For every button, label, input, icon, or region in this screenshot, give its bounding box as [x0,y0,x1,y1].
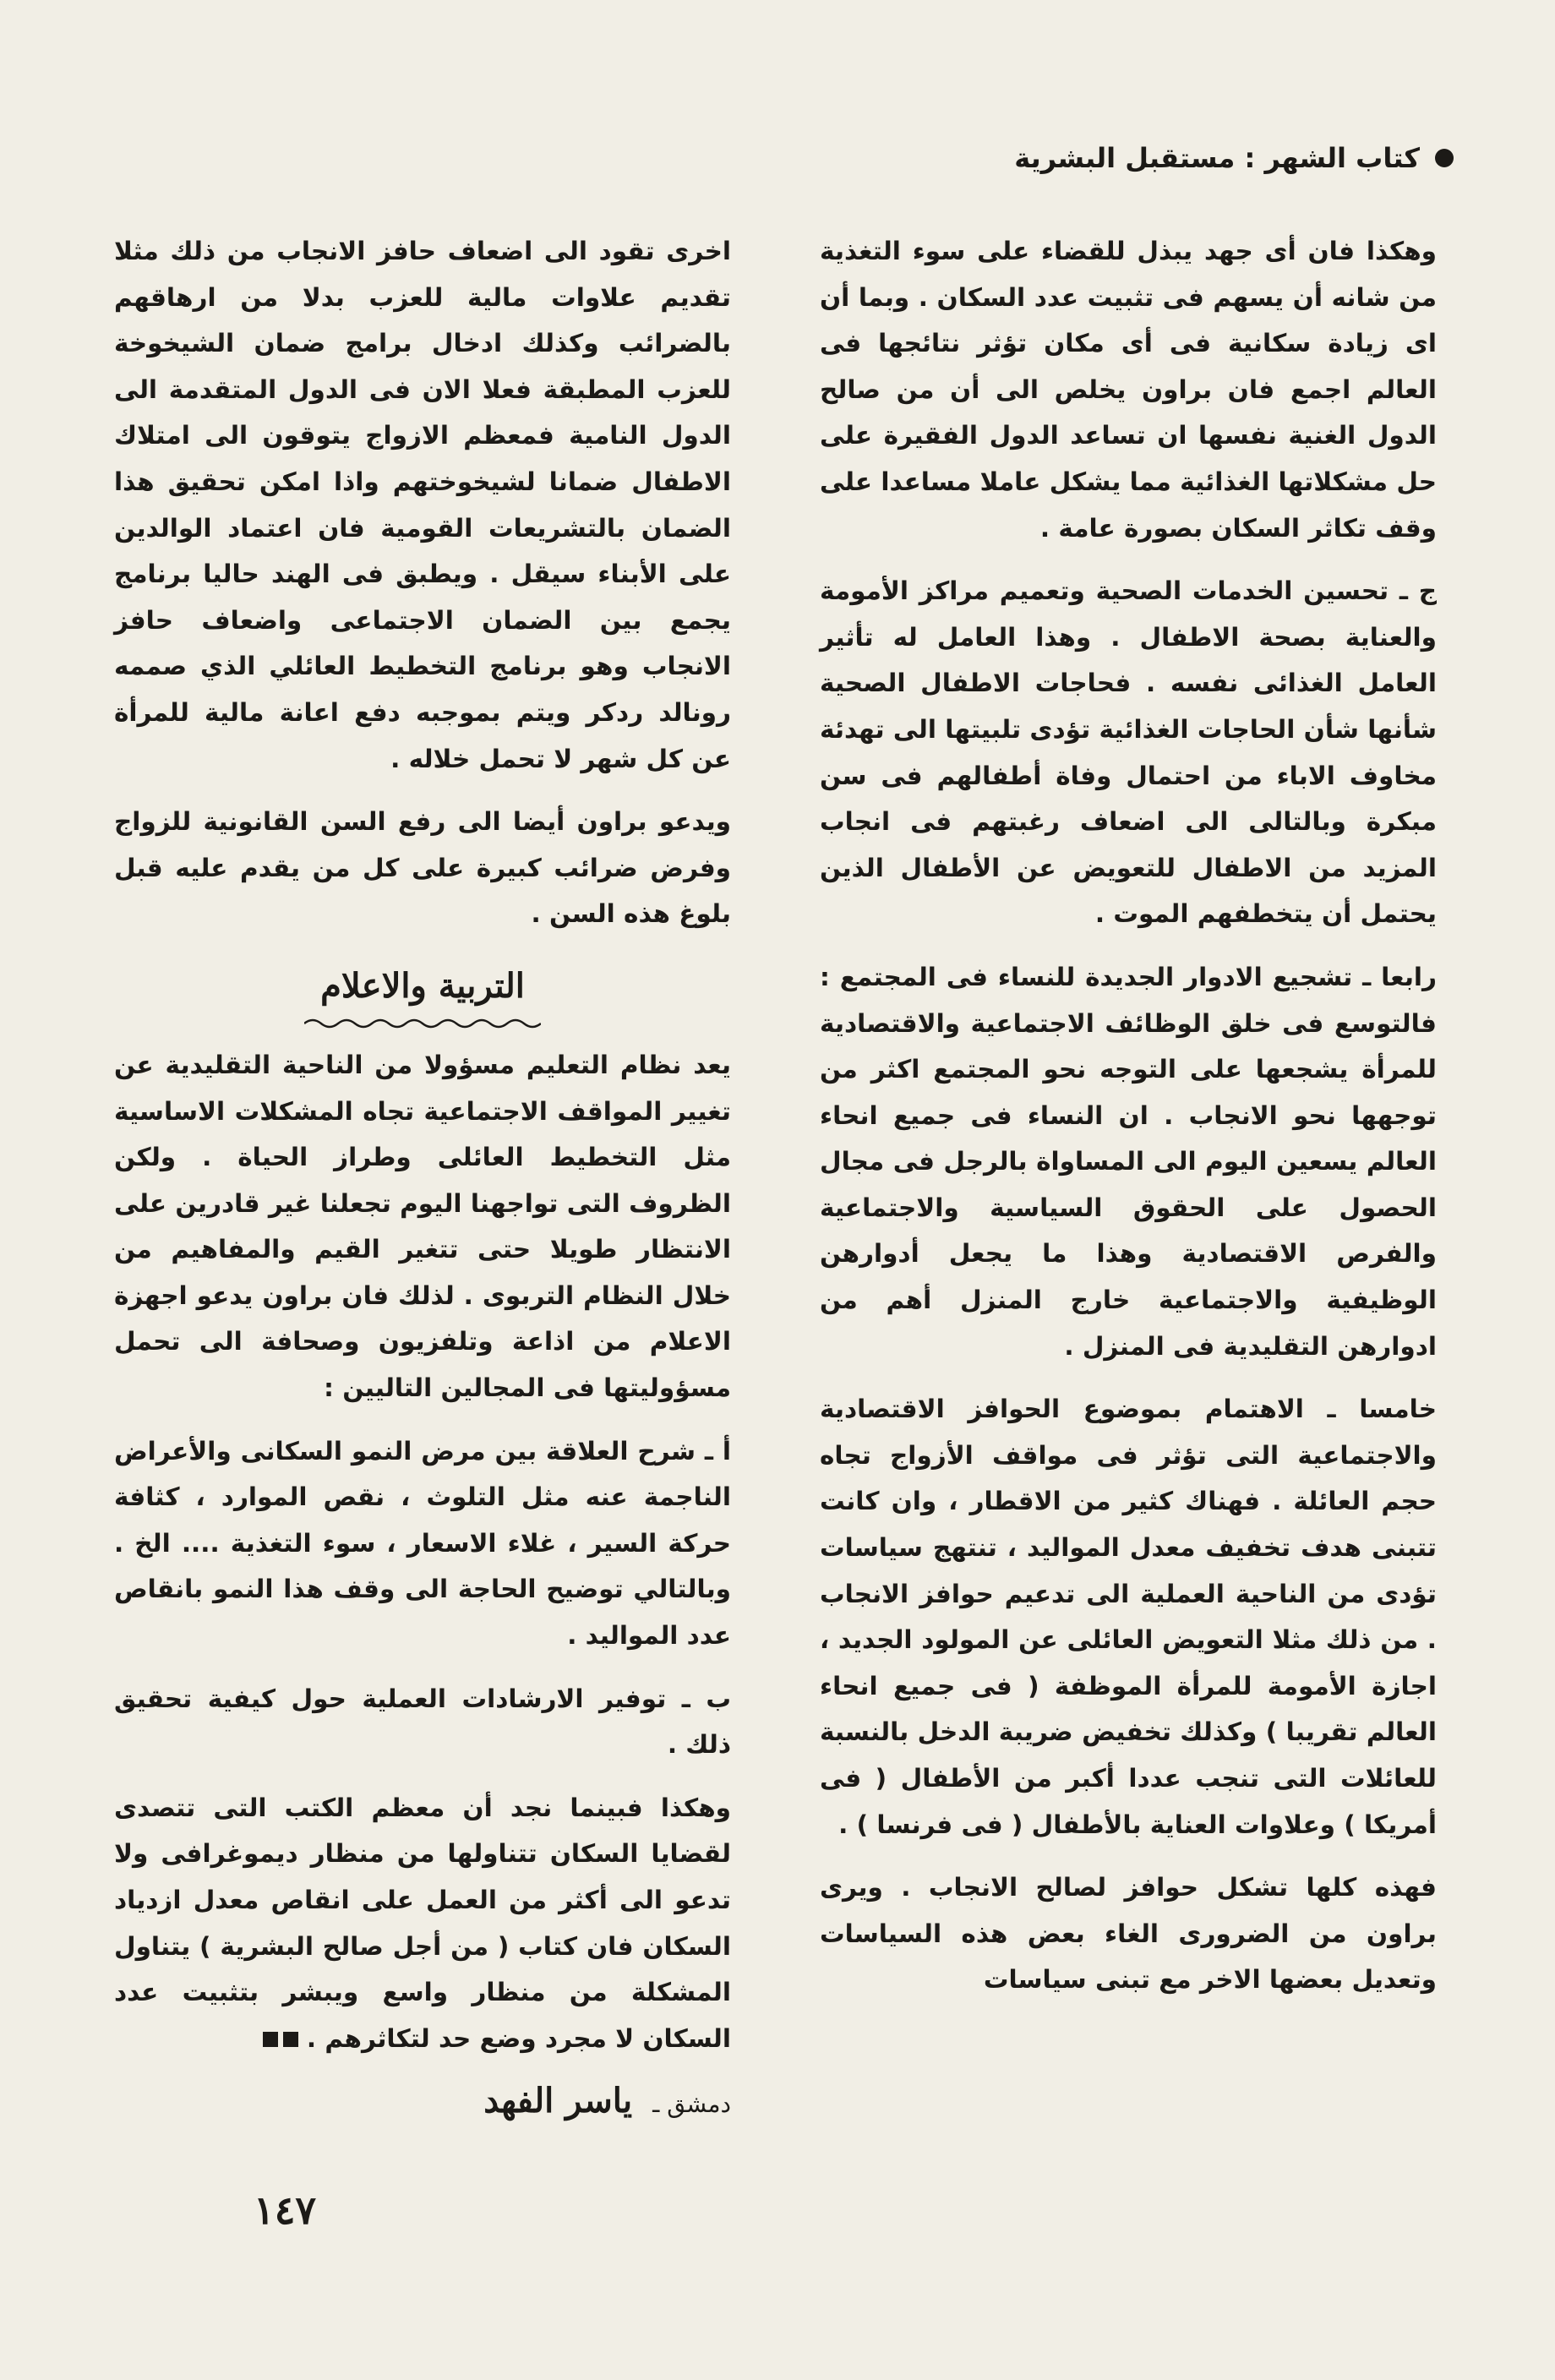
bullet-icon [1435,149,1454,167]
header-title: كتاب الشهر : مستقبل البشرية [1014,142,1420,174]
paragraph: رابعا ـ تشجيع الادوار الجديدة للنساء فى المجتمع : فالتوسع فى خلق الوظائف الاجتماعية والاقتصادية للمرأة يشجعها على التوجه نحو المجتمع اكثر من توجهها نحو الانجاب . ان النساء فى جميع انحاء العالم يسعين اليوم الى المساواة بالرجل فى مجال الحصول على الحقوق السياسية والاجتماعية والفرص الاقتصادية وهذا ما يجعل أدوارهن الوظيفية والاجتماعية خارج المنزل أهم من ادوارهن التقليدية فى المنزل . [820,962,1437,1361]
paragraph: خامسا ـ الاهتمام بموضوع الحوافز الاقتصادية والاجتماعية التى تؤثر فى مواقف الأزواج تجاه حجم العائلة . فهناك كثير من الاقطار ، وان كانت تتبنى هدف تخفيف معدل المواليد ، تنتهج سياسات تؤدى من الناحية العملية الى تدعيم حوافز الانجاب . من ذلك مثلا التعويض العائلى عن المولود الجديد ، اجازة الأمومة للمرأة الموظفة ( فى جميع انحاء العالم تقريبا ) وكذلك تخفيض ضريبة الدخل بالنسبة للعائلات التى تنجب عددا أكبر من الأطفال ( فى أمريكا ) وعلاوات العناية بالأطفال ( فى فرنسا ) . [820,1395,1437,1839]
paragraph: يعد نظام التعليم مسؤولا من الناحية التقليدية عن تغيير المواقف الاجتماعية تجاه المشكلات الاساسية مثل التخطيط العائلى وطراز الحياة . ولكن الظروف التى تواجهنا اليوم تجعلنا غير قادرين على الانتظار طويلا حتى تتغير القيم والمفاهيم من خلال النظام التربوى . لذلك فان براون يدعو اجهزة الاعلام من اذاعة وتلفزيون وصحافة الى تحمل مسؤوليتها فى المجالين التاليين : [114,1050,731,1403]
right-column [820,228,1437,2020]
left-column [114,228,731,2128]
section-title: التربية والاعلام [320,965,525,1006]
end-mark-icon [263,2032,298,2047]
author-signature [114,2078,731,2128]
author-name: ياسر الفهد [483,2081,633,2121]
paragraph: أ ـ شرح العلاقة بين مرض النمو السكانى والأعراض الناجمة عنه مثل التلوث ، نقص الموارد ، كثافة حركة السير ، غلاء الاسعار ، سوء التغذية .... الخ . وبالتالي توضيح الحاجة الى وقف هذا النمو بانقاص عدد المواليد . [114,1436,731,1651]
wavy-underline-icon [304,1017,541,1030]
page-number: ١٤٧ [254,2187,317,2233]
paragraph-final [114,1785,731,2062]
paragraph: ويدعو براون أيضا الى رفع السن القانونية للزواج وفرض ضرائب كبيرة على كل من يقدم عليه قبل بلوغ هذه السن . [114,807,731,929]
paragraph: اخرى تقود الى اضعاف حافز الانجاب من ذلك مثلا تقديم علاوات مالية للعزب بدلا من ارهاقهم بالضرائب وكذلك ادخال برامج ضمان الشيخوخة للعزب المطبقة فعلا الان فى الدول المتقدمة الى الدول النامية فمعظم الازواج يتوقون الى امتلاك الاطفال ضمانا لشيخوختهم واذا امكن تحقيق هذا الضمان بالتشريعات القومية فان اعتماد الوالدين على الأبناء سيقل . ويطبق فى الهند حاليا برنامج يجمع بين الضمان الاجتماعى واضعاف حافز الانجاب وهو برنامج التخطيط العائلي الذي صممه رونالد ردكر ويتم بموجبه دفع اعانة مالية للمرأة عن كل شهر لا تحمل خلاله . [114,237,731,773]
paragraph: وهكذا فان أى جهد يبذل للقضاء على سوء التغذية من شانه أن يسهم فى تثبيت عدد السكان . وبما أن اى زيادة سكانية فى أى مكان تؤثر نتائجها فى العالم اجمع فان براون يخلص الى أن من صالح الدول الغنية نفسها ان تساعد الدول الفقيرة على حل مشكلاتها الغذائية مما يشكل عاملا مساعدا على وقف تكاثر السكان بصورة عامة . [820,237,1437,543]
author-place: دمشق ـ [652,2090,731,2119]
paragraph: ج ـ تحسين الخدمات الصحية وتعميم مراكز الأمومة والعناية بصحة الاطفال . وهذا العامل له تأثير العامل الغذائى نفسه . فحاجات الاطفال الصحية شأنها شأن الحاجات الغذائية تؤدى تلبيتها الى تهدئة مخاوف الاباء من احتمال وفاة أطفالهم فى سن مبكرة وبالتالى الى اضعاف رغبتهم فى انجاب المزيد من الاطفال للتعويض عن الأطفال الذين يحتمل أن يتخطفهم الموت . [820,576,1437,929]
paragraph-text: وهكذا فبينما نجد أن معظم الكتب التى تتصدى لقضايا السكان تتناولها من منظار ديموغرافى ولا تدعو الى أكثر من العمل على انقاص معدل ازدياد السكان فان كتاب ( من أجل صالح البشرية ) يتناول المشكلة من منظار واسع ويبشر بتثبيت عدد السكان لا مجرد وضع حد لتكاثرهم . [114,1793,731,2053]
paragraph: ب ـ توفير الارشادات العملية حول كيفية تحقيق ذلك . [114,1684,731,1760]
paragraph: فهذه كلها تشكل حوافز لصالح الانجاب . ويرى براون من الضرورى الغاء بعض هذه السياسات وتعديل بعضها الاخر مع تبنى سياسات [820,1873,1437,1995]
page-header [1014,142,1454,174]
